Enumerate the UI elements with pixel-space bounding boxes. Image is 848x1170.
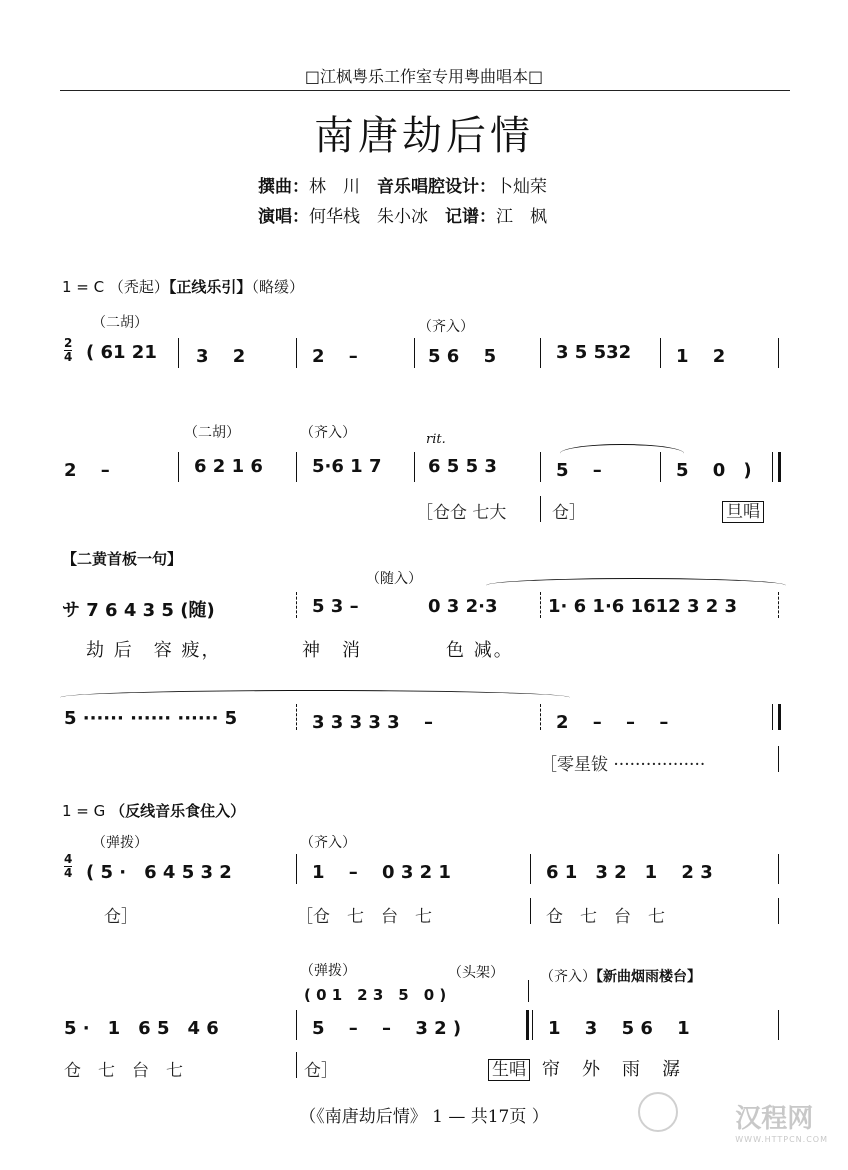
measure-4-1: 5 ······ ······ ······ 5 bbox=[64, 708, 238, 729]
singers: 何华栈 朱小冰 bbox=[309, 207, 428, 227]
percussion-7: 仓］ bbox=[304, 1061, 338, 1081]
role-sheng-singing bbox=[488, 1055, 530, 1080]
barline bbox=[178, 338, 179, 368]
watermark-logo-icon bbox=[638, 1092, 678, 1132]
dashed-barline bbox=[540, 704, 541, 730]
notation-label: 记谱： bbox=[445, 207, 496, 227]
intro-note: （秃起） bbox=[108, 278, 169, 296]
lyric-2: 帘 外 雨 潺 bbox=[542, 1059, 682, 1080]
section1-header bbox=[62, 276, 304, 297]
section3-row2-header bbox=[540, 966, 701, 986]
barline bbox=[660, 338, 661, 368]
studio-header: □江枫粤乐工作室专用粤曲唱本□ bbox=[304, 67, 544, 86]
measure-5-2: 1 – 0 3 2 1 bbox=[312, 862, 451, 883]
singer-label: 演唱： bbox=[258, 207, 309, 227]
measure-3-4: 1· 6 1·6 1612 3 2 3 bbox=[548, 596, 738, 617]
phrase-arc-2 bbox=[60, 690, 570, 705]
measure-2-3: 5·6 1 7 bbox=[312, 456, 382, 477]
time-signature-4-4 bbox=[64, 853, 72, 880]
boxed-sheng: 生唱 bbox=[488, 1059, 530, 1081]
measure-5-1: ( 5 · 6 4 5 3 2 bbox=[86, 862, 232, 883]
barline bbox=[778, 338, 779, 368]
dashed-barline bbox=[540, 592, 541, 618]
ann-tanbo-1: （弹拨） bbox=[92, 835, 148, 851]
dashed-barline bbox=[296, 704, 297, 730]
ann-qiru-2: （齐入） bbox=[300, 425, 356, 441]
barline bbox=[178, 452, 179, 482]
percussion-5: 仓 七 台 七 bbox=[546, 907, 665, 927]
song-title: 南唐劫后情 bbox=[314, 113, 534, 159]
barline bbox=[530, 898, 531, 924]
design-label: 音乐唱腔设计： bbox=[377, 177, 496, 197]
section3-header bbox=[62, 800, 245, 821]
watermark bbox=[735, 1098, 828, 1144]
barline bbox=[540, 496, 541, 522]
percussion-6: 仓 七 台 七 bbox=[64, 1061, 183, 1081]
barline bbox=[414, 338, 415, 368]
percussion-2: 仓］ bbox=[552, 503, 586, 523]
barline bbox=[772, 452, 773, 482]
ann-qiru-1: （齐入） bbox=[418, 319, 474, 335]
measure-3-1: サ 7 6 4 3 5 (随) bbox=[62, 600, 215, 621]
measure-1-3: 2 – bbox=[312, 346, 358, 367]
key-signature-g: 1 = G bbox=[62, 802, 106, 820]
measure-2-1: 2 – bbox=[64, 460, 110, 481]
measure-6-1: 5 · 1 6 5 4 6 bbox=[64, 1018, 219, 1039]
small-notation: ( 0 1 2 3 5 0 ) bbox=[304, 986, 447, 1004]
barline bbox=[296, 1052, 297, 1078]
measure-6-3: 1 3 5 6 1 bbox=[548, 1018, 690, 1039]
role-dan-singing bbox=[722, 497, 764, 522]
section1-bracket: 【正线乐引】 bbox=[168, 278, 252, 296]
measure-2-4: 6 5 5 3 bbox=[428, 456, 497, 477]
time-top: 4 bbox=[64, 852, 73, 866]
phrase-arc bbox=[486, 578, 786, 593]
lyric-1b: 神 消 bbox=[302, 640, 362, 661]
page-footer: （《南唐劫后情》 1 — 共17页 ） bbox=[299, 1107, 549, 1127]
double-barline bbox=[526, 1010, 529, 1040]
measure-2-2: 6 2 1 6 bbox=[194, 456, 263, 477]
section2-bracket: 【二黄首板一句】 bbox=[62, 550, 183, 568]
final-barline bbox=[778, 452, 781, 482]
ann-qiru-3: （齐入） bbox=[300, 835, 356, 851]
boxed-dan: 旦唱 bbox=[722, 501, 764, 523]
final-barline bbox=[778, 704, 781, 730]
ann-toujia: （头架） bbox=[448, 965, 504, 981]
measure-1-6: 1 2 bbox=[676, 346, 726, 367]
measure-3-3: 0 3 2·3 bbox=[428, 596, 498, 617]
time-bottom: 4 bbox=[64, 350, 73, 364]
credits-line-2 bbox=[258, 202, 547, 227]
barline bbox=[296, 452, 297, 482]
composer: 林 川 bbox=[309, 177, 360, 197]
measure-4-3: 2 – – – bbox=[556, 712, 669, 733]
new-tune-bracket: 【新曲烟雨楼台】 bbox=[596, 969, 701, 985]
section3-intro: （反线音乐食住入） bbox=[110, 802, 246, 820]
measure-4-2: 3 3 3 3 3 – bbox=[312, 712, 433, 733]
barline bbox=[296, 1010, 297, 1040]
measure-5-3: 6 1 3 2 1 2 3 bbox=[546, 862, 713, 883]
notator: 江 枫 bbox=[496, 207, 547, 227]
lyric-1a: 劫 后 容 疲， bbox=[86, 640, 222, 661]
barline bbox=[530, 854, 531, 884]
measure-1-5: 3 5 532 bbox=[556, 342, 632, 363]
ann-qiru-4: （齐入） bbox=[540, 969, 596, 985]
time-top: 2 bbox=[64, 336, 73, 350]
dashed-barline bbox=[296, 592, 297, 618]
ann-tanbo-2: （弹拨） bbox=[300, 963, 356, 979]
watermark-sub: WWW.HTTPCN.COM bbox=[735, 1135, 828, 1144]
measure-3-2: 5 3 – bbox=[312, 596, 359, 617]
ritardando-mark: rit. bbox=[426, 432, 446, 447]
ann-suiru: （随入） bbox=[366, 571, 422, 587]
measure-2-6: 5 0 ) bbox=[676, 460, 752, 481]
tempo-note: （略缓） bbox=[251, 278, 304, 296]
percussion-4: ［仓 七 台 七 bbox=[296, 907, 432, 927]
measure-6-2: 5 – – 3 2 ) bbox=[312, 1018, 462, 1039]
designer: 卜灿荣 bbox=[496, 177, 547, 197]
ann-erhu-2: （二胡） bbox=[184, 425, 240, 441]
time-signature-2-4 bbox=[64, 337, 72, 364]
ann-erhu-1: （二胡） bbox=[92, 315, 148, 331]
key-signature-c: 1 = C bbox=[62, 278, 105, 296]
barline bbox=[660, 452, 661, 482]
barline bbox=[296, 338, 297, 368]
dashed-barline bbox=[778, 592, 779, 618]
percussion-1: ［仓仓 七大 bbox=[416, 503, 507, 523]
time-bottom: 4 bbox=[64, 866, 73, 880]
barline bbox=[778, 898, 779, 924]
barline bbox=[532, 1010, 533, 1040]
header-rule bbox=[60, 90, 790, 91]
section2-header bbox=[62, 548, 182, 569]
barline bbox=[540, 338, 541, 368]
barline bbox=[540, 452, 541, 482]
barline bbox=[296, 854, 297, 884]
composer-label: 撰曲： bbox=[258, 177, 309, 197]
measure-1-4: 5 6 5 bbox=[428, 346, 497, 367]
barline bbox=[778, 746, 779, 772]
credits-line-1 bbox=[258, 172, 547, 197]
barline bbox=[414, 452, 415, 482]
barline bbox=[778, 854, 779, 884]
lyric-1c: 色 减。 bbox=[446, 640, 514, 661]
measure-2-5: 5 – bbox=[556, 460, 602, 481]
percussion-lingxingbo: ［零星钹 ················· bbox=[540, 755, 706, 775]
barline bbox=[772, 704, 773, 730]
measure-1-1: ( 61 21 bbox=[86, 342, 157, 363]
watermark-text: 汉程网 bbox=[735, 1104, 814, 1134]
measure-1-2: 3 2 bbox=[196, 346, 246, 367]
barline bbox=[528, 980, 529, 1002]
percussion-3: 仓］ bbox=[104, 907, 138, 927]
barline bbox=[778, 1010, 779, 1040]
